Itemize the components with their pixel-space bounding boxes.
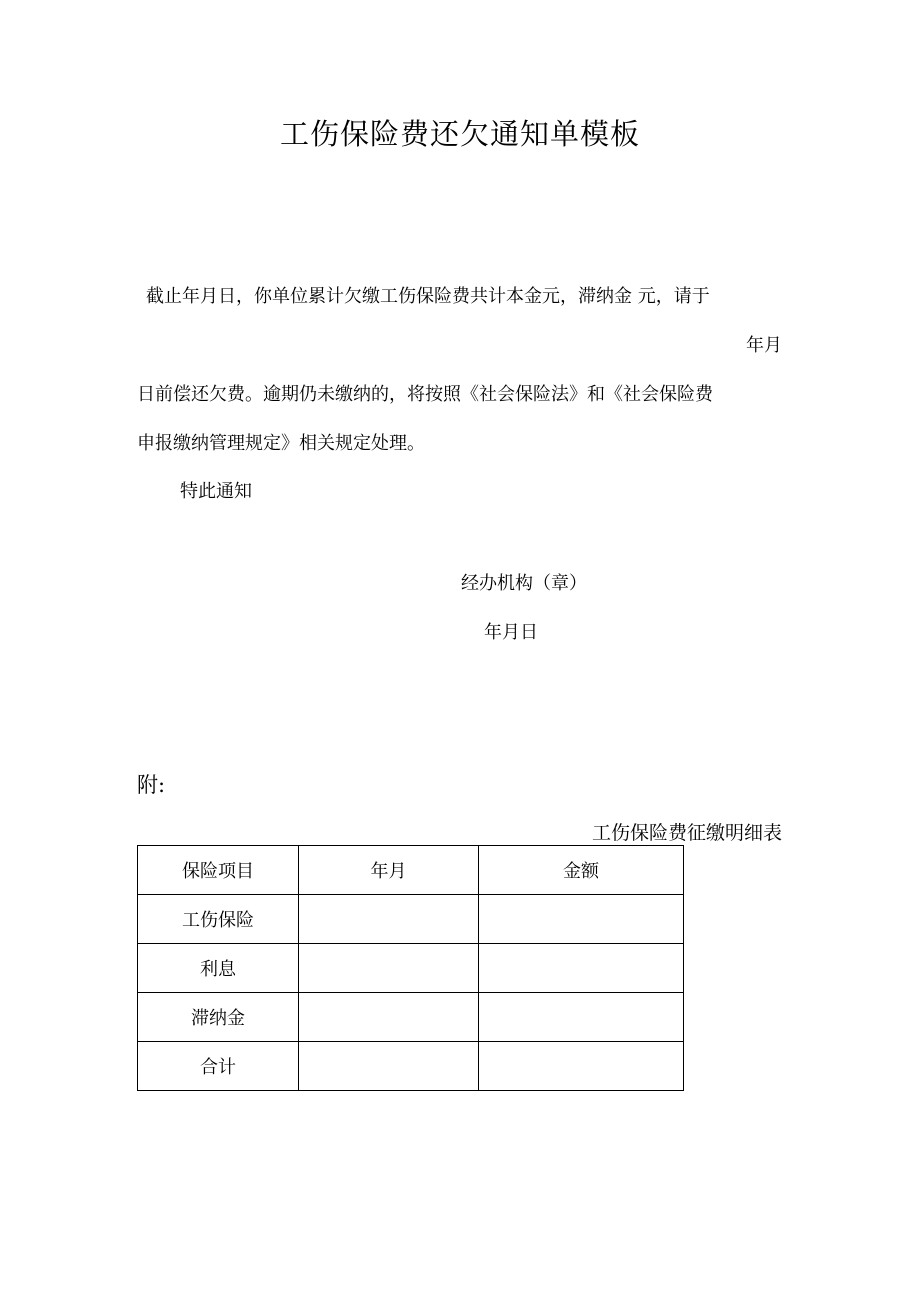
document-title: 工伤保险费还欠通知单模板 [279,117,640,151]
table-cell: 滞纳金 [138,993,299,1042]
table-cell [299,1042,479,1091]
table-cell [299,944,479,993]
body-line-2: 年月 [746,335,782,356]
table-cell [479,944,684,993]
table-header-row [138,846,684,895]
table-cell: 合计 [138,1042,299,1091]
signature-date: 年月日 [484,622,538,643]
table-row [138,895,684,944]
table-row [138,944,684,993]
table-cell [479,993,684,1042]
detail-table [137,845,684,1091]
header-cell-item: 保险项目 [138,846,299,895]
table-cell [479,895,684,944]
table-cell: 利息 [138,944,299,993]
table-row [138,993,684,1042]
table-cell [299,895,479,944]
annex-label: 附: [137,773,166,797]
table-row [138,1042,684,1091]
body-line-4: 申报缴纳管理规定》相关规定处理。 [137,433,425,454]
table-title: 工伤保险费征缴明细表 [591,822,782,844]
table-cell [299,993,479,1042]
table-cell [479,1042,684,1091]
body-line-1: 截止年月日，你单位累计欠缴工伤保险费共计本金元，滞纳金 元，请于 [146,286,710,307]
header-cell-amount: 金额 [479,846,684,895]
agency-signature: 经办机构（章） [461,573,587,594]
table-cell: 工伤保险 [138,895,299,944]
header-cell-month: 年月 [299,846,479,895]
body-line-3: 日前偿还欠费。逾期仍未缴纳的，将按照《社会保险法》和《社会保险费 [137,384,713,405]
notice-text: 特此通知 [180,481,252,502]
